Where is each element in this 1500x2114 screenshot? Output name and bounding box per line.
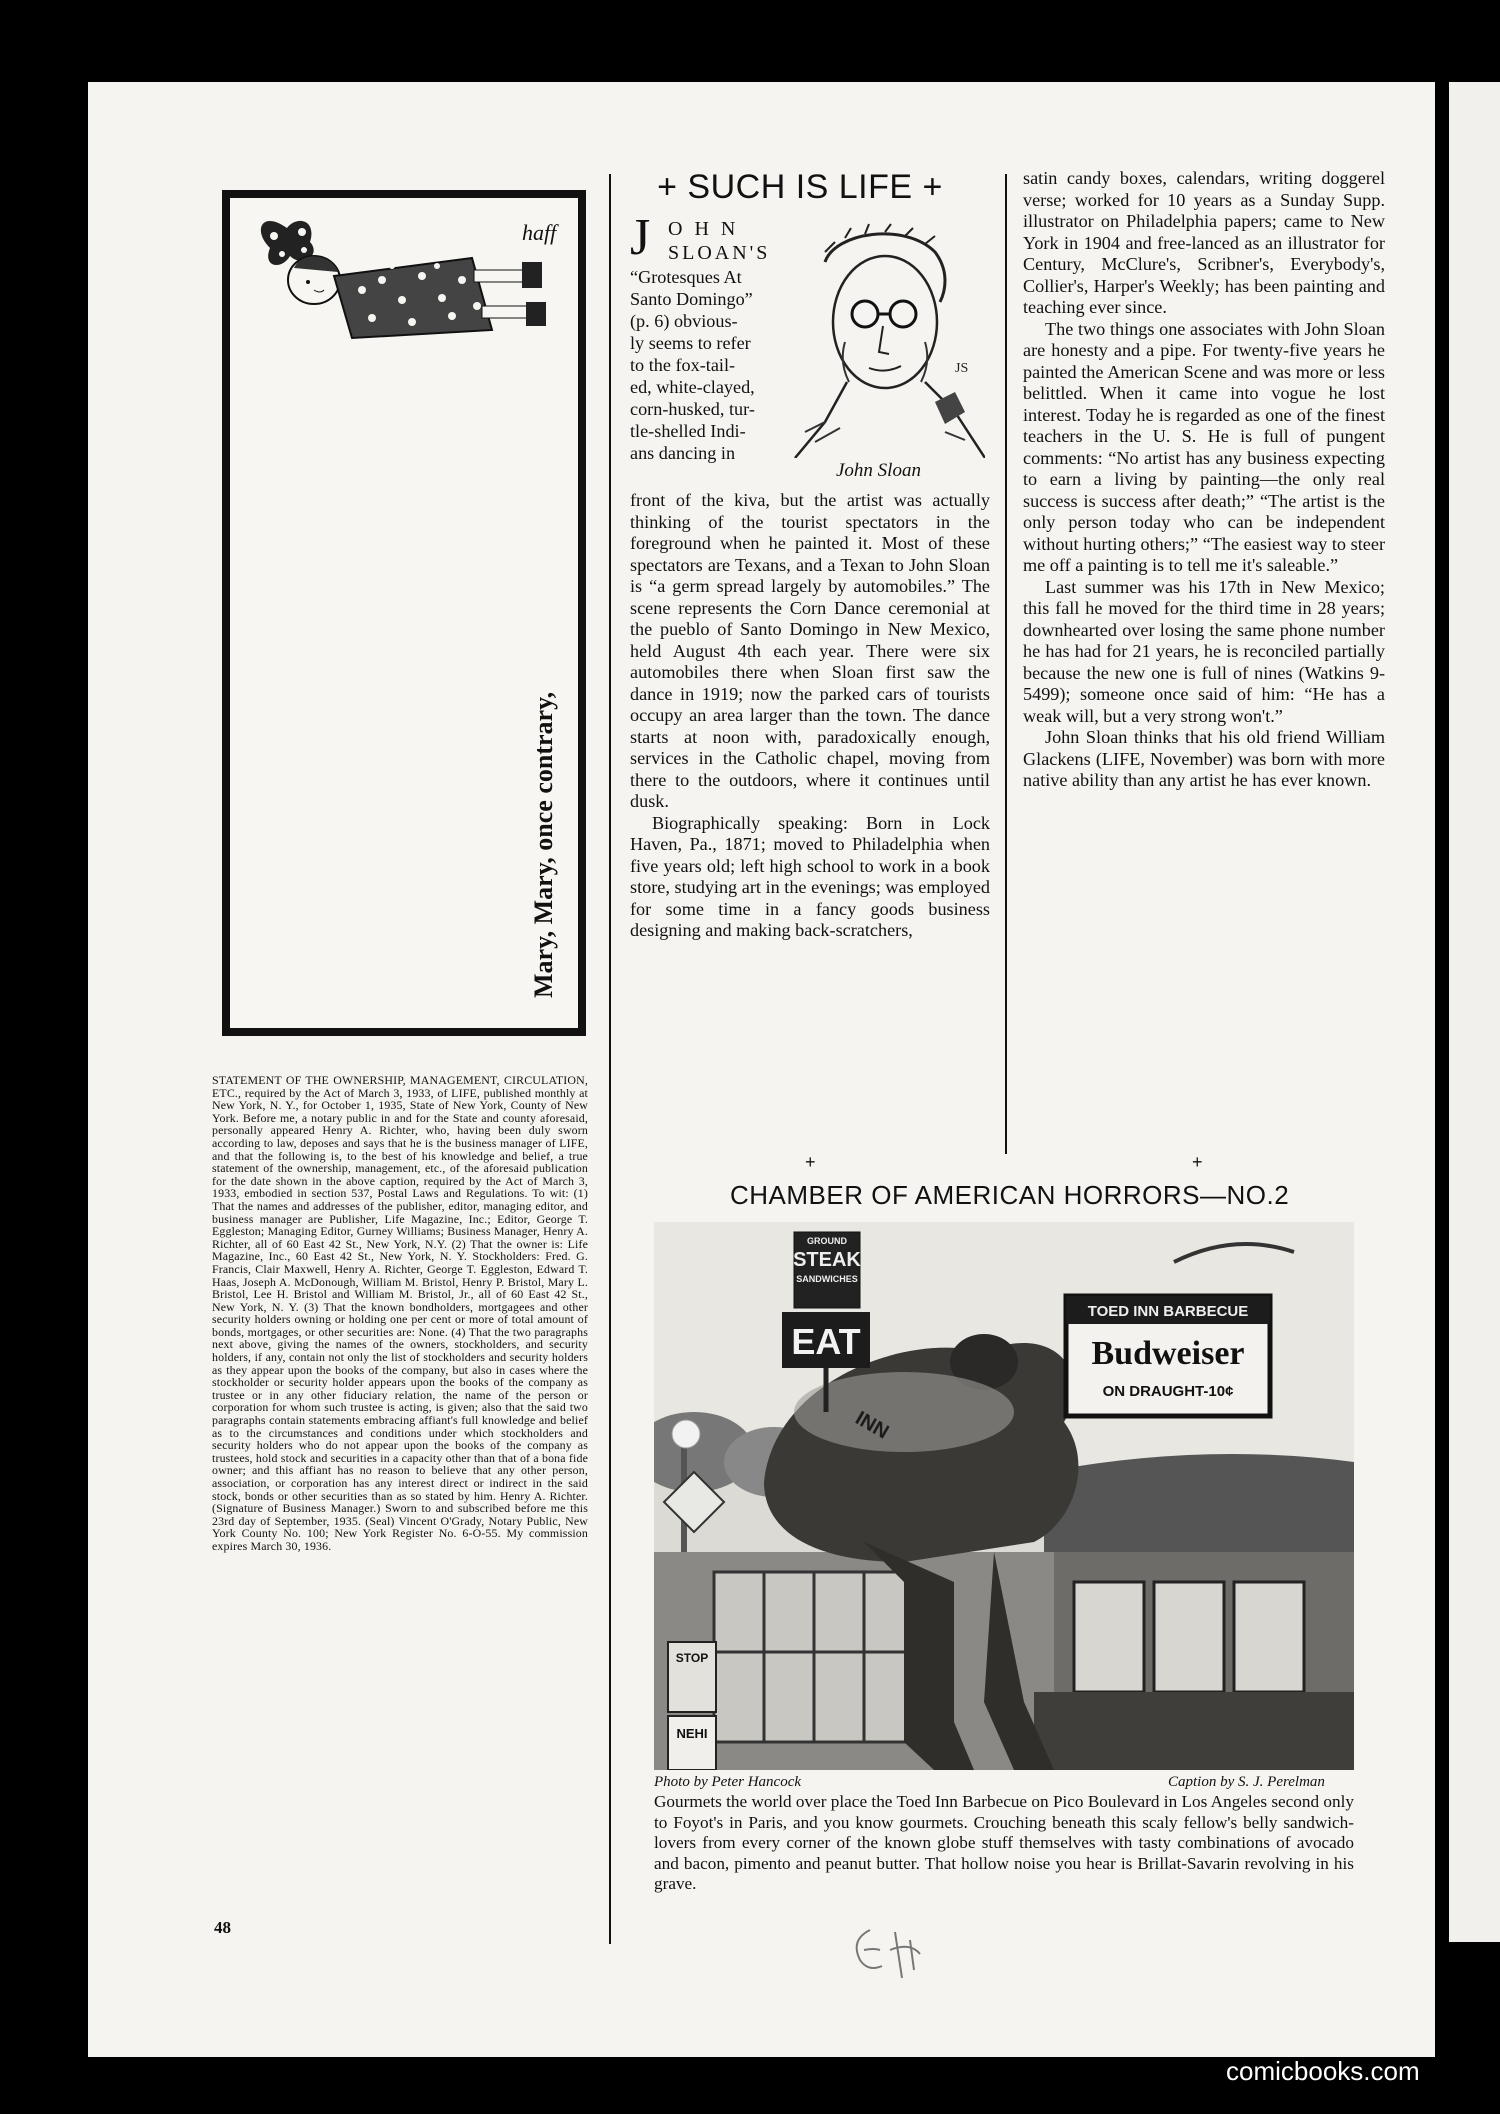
sign-stop: STOP <box>675 1651 709 1665</box>
column-2-text <box>1023 168 1385 792</box>
paragraph: Biographically speaking: Born in Lock Haven, Pa., 1871; moved to Philadelphia when five years old; left high school to work in a book store, studying art in the evenings; was employed for some time in a fancy goods business designing and making back-scratchers, <box>630 812 990 940</box>
svg-text:JS: JS <box>955 361 969 376</box>
ornament-plus: + <box>1192 1152 1203 1172</box>
john-sloan-portrait <box>785 222 985 458</box>
sign-sandwiches: SANDWICHES <box>796 1274 858 1284</box>
lead-line: ed, white-clayed, <box>630 377 755 397</box>
lead-line: ans dancing in <box>630 443 736 463</box>
paragraph: satin candy boxes, calendars, writing doggerel verse; worked for 10 years as a Sunday Supp. illustrator on Philadelphia papers; came to New York in 1904 and free-lanced as an illustrator for Century, McClure's, Scribner's, Everybody's, Collier's, Harper's Weekly; has been painting and teaching ever since. <box>1023 168 1385 317</box>
next-page-edge <box>1449 82 1500 1942</box>
lead-ohn: OHN <box>668 218 748 240</box>
photo-caption: Gourmets the world over place the Toed Inn Barbecue on Pico Boulevard in Los Angeles second only to Foyot's in Paris, and you know gourmets. Crouching beneath this scaly fellow's belly sandwich-lovers from every corner of the known globe stuff themselves with tasty combinations of avocado and bacon, pimento and peanut butter. That hollow noise you hear is Brillat-Savarin revolving in his grave. <box>654 1792 1354 1893</box>
paragraph: Last summer was his 17th in New Mexico; this fall he moved for the third time in 28 years; downhearted over losing the same phone number he has had for 21 years, he is reconciled partially because the new one is full of nines (Watkins 9-5499); someone once said of him: “He has a weak will, but a very strong won't.” <box>1023 576 1385 726</box>
sign-nehi: NEHI <box>676 1726 708 1741</box>
lead-line: corn-husked, tur- <box>630 399 755 419</box>
photo-credit: Photo by Peter Hancock <box>654 1774 802 1790</box>
sign-toed-inn: TOED INN BARBECUE <box>1087 1303 1249 1320</box>
sign-on-draught: ON DRAUGHT-10¢ <box>1102 1383 1234 1400</box>
lead-line: to the fox-tail- <box>630 355 736 375</box>
sign-eat: EAT <box>791 1321 861 1362</box>
paragraph: John Sloan thinks that his old friend William Glackens (LIFE, November) was born with more native ability than any artist he has ever known. <box>1023 727 1385 790</box>
column-rule-left <box>609 174 611 1944</box>
portrait-caption: John Sloan <box>836 460 921 481</box>
drop-cap: J <box>630 209 651 266</box>
column-rule-middle <box>1005 174 1007 1154</box>
svg-text:haff: haff <box>522 220 557 245</box>
paragraph: front of the kiva, but the artist was actually thinking of the tourist spectators in the foreground when he painted it. Most of these spectators are Texans, and a Texan to John Sloan is “a germ spread largely by automobiles.” The scene represents the Corn Dance ceremonial at the pueblo of Santo Domingo in New Mexico, held August 4th each year. There were six automobiles there when Sloan first saw the dance in 1919; now the parked cars of tourists occupy an area larger than the town. The dance starts at noon with, paradoxically enough, services in the Catholic chapel, moving from there to the outdoors, where it continues until dusk. <box>630 490 990 811</box>
lead-line: “Grotesques At <box>630 267 742 287</box>
caption-credit: Caption by S. J. Perelman <box>1168 1774 1325 1790</box>
lead-line: (p. 6) obvious- <box>630 311 738 331</box>
lead-line: Santo Domingo” <box>630 289 753 309</box>
handwritten-initials <box>840 1920 940 1990</box>
toed-inn-photo <box>654 1222 1354 1770</box>
such-is-life-title: + SUCH IS LIFE + <box>657 168 943 206</box>
frog-inn-lettering: INN <box>851 1407 893 1444</box>
column-1-text <box>630 490 990 942</box>
girl-illustration <box>242 210 572 370</box>
ornament-plus: + <box>805 1152 816 1172</box>
lead-line: tle-shelled Indi- <box>630 421 746 441</box>
site-watermark: comicbooks.com <box>1226 2056 1420 2086</box>
sign-ground: GROUND <box>807 1236 847 1246</box>
paragraph: The two things one associates with John Sloan are honesty and a pipe. For twenty-five years he painted the American Scene and was more or less belittled. When it came into vogue he lost interest. Today he is regarded as one of the finest teachers in the U. S. He is full of pungent comments: “No artist has any business expecting to earn a living by painting—the only real success is success after death;” “The artist is the only person today who can be independent without hurting others;” “The easiest way to steer me off a painting is to tell me it's saleable.” <box>1023 318 1385 575</box>
verse-line-1: Mary, Mary, once contrary, <box>529 691 558 998</box>
verse-line-2 <box>573 441 586 960</box>
narrow-lead-text <box>630 266 780 464</box>
sign-budweiser: Budweiser <box>1091 1335 1245 1372</box>
chamber-title: CHAMBER OF AMERICAN HORRORS—NO.2 <box>730 1180 1290 1210</box>
page-number: 48 <box>214 1918 231 1937</box>
statement-of-ownership: STATEMENT OF THE OWNERSHIP, MANAGEMENT, CIRCULATION, ETC., required by the Act of March 3, 1933, of LIFE, published monthly at New York, N. Y., for October 1, 1935, State of New York, County of New York. Before me, a notary public in and for the State and county aforesaid, personally appeared Henry A. Richter, who, having been duly sworn according to law, deposes and says that he is the business manager of LIFE, and that the following is, to the best of his knowledge and belief, a true statement of the ownership, management, etc., of the aforesaid publication for the date shown in the above caption, required by the Act of March 3, 1933, embodied in section 537, Postal Laws and Regulations. To wit: (1) That the names and addresses of the publisher, editor, managing editor, and business manager are Publisher, Life Magazine, Inc.; Editor, George T. Eggleston; Managing Editor, Gurney Williams; Business Manager, Henry A. Richter, all of 60 East 42 St., New York, N.Y. (2) That the owner is: Life Magazine, Inc., 60 East 42 St., New York, N. Y. Stockholders: Fred. G. Francis, Clair Maxwell, Henry A. Richter, George T. Eggleston, Edward T. Haas, Joseph A. McDonough, William M. Bristol, Henry P. Bristol, Mary L. Bristol, Lee H. Bristol and William M. Bristol, Jr., all of 60 East 42 St., New York, N. Y. (3) That the known bondholders, mortgagees and other security holders owning or holding one per cent or more of total amount of bonds, mortgages, or other securities are: None. (4) That the two paragraphs next above, giving the names of the owners, stockholders, and security holders, if any, contain not only the list of stockholders and security holders as they appear upon the books of the company, but also in cases where the stockholder or security holder appears upon the books of the company as trustee or in any other fiduciary relation, the name of the person or corporation for whom such trustee is acting, is given; also that the said two paragraphs contain statements embracing affiant's full knowledge and belief as to the circumstances and conditions under which stockholders and security holders who do not appear upon the books of the company as trustees, hold stock and securities in a capacity other than that of a bona fide owner; and this affiant has no reason to believe that any other person, association, or corporation has any interest direct or indirect in the said stock, bonds or other securities than as so stated by him. Henry A. Richter. (Signature of Business Manager.) Sworn to and subscribed before me this 23rd day of September, 1935. (Seal) Vincent O'Grady, Notary Public, New York County No. 100; New York Register No. 6-O-55. My commission expires March 30, 1936. <box>212 1073 588 1553</box>
ex-lax-advertisement <box>222 190 586 1036</box>
lead-sloans: SLOAN'S <box>668 242 771 264</box>
sign-steak: STEAK <box>793 1249 861 1271</box>
lead-line: ly seems to refer <box>630 333 751 353</box>
